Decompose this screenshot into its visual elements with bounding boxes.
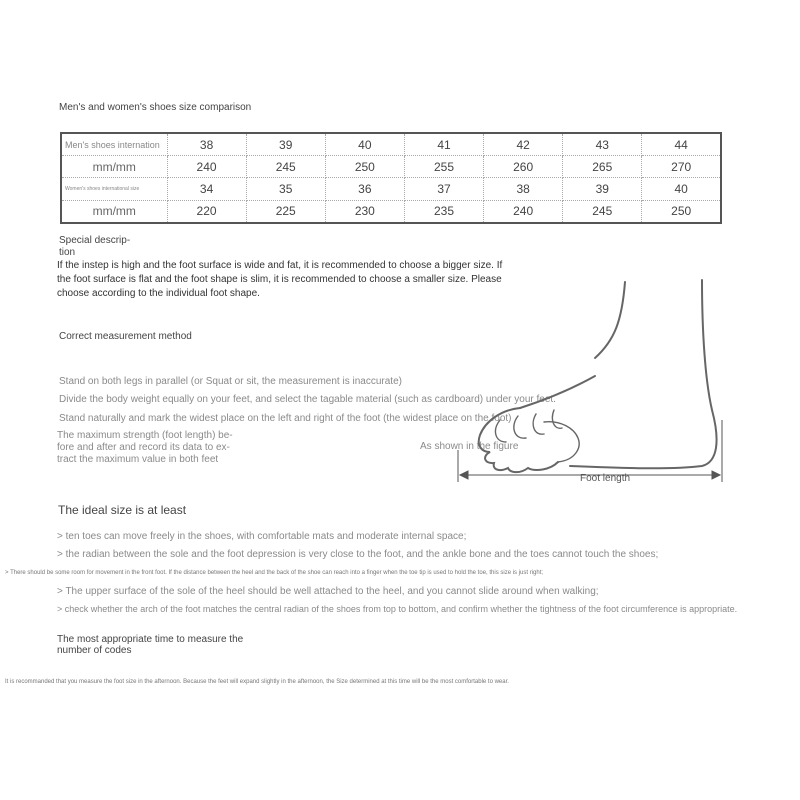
arrow-left-icon <box>460 471 468 479</box>
table-row <box>61 156 721 178</box>
measurement-step: Stand on both legs in parallel (or Squat or sit, the measurement is inaccurate) <box>59 376 402 387</box>
table-cell: 250 <box>642 200 721 223</box>
table-cell: 230 <box>325 200 404 223</box>
table-cell: 235 <box>404 200 483 223</box>
ideal-size-item: > The upper surface of the sole of the heel should be well attached to the heel, and you cannot slide around when walking; <box>57 586 599 597</box>
size-chart-title: Men's and women's shoes size comparison <box>59 102 252 113</box>
table-cell: 240 <box>484 200 563 223</box>
table-cell: 35 <box>246 178 325 200</box>
figure-caption: As shown in the figure <box>420 441 519 452</box>
foot-illustration <box>440 270 730 495</box>
table-cell: 240 <box>167 156 246 178</box>
special-description-text: If the instep is high and the foot surface is wide and fat, it is recommended to choose a bigger size. If the foot surface is flat and the foot shape is slim, it is recommended to choose a smaller size. Please choose according to the individual foot shape. <box>57 260 503 299</box>
instep-line <box>520 376 595 408</box>
table-cell: 40 <box>325 133 404 156</box>
table-cell: 220 <box>167 200 246 223</box>
row-label: Women's shoes international size <box>61 178 167 200</box>
table-cell: 39 <box>246 133 325 156</box>
table-cell: 225 <box>246 200 325 223</box>
table-cell: 39 <box>563 178 642 200</box>
table-cell: 255 <box>404 156 483 178</box>
table-cell: 38 <box>167 133 246 156</box>
measurement-heading: Correct measurement method <box>59 331 192 342</box>
table-cell: 260 <box>484 156 563 178</box>
size-comparison-table <box>60 132 722 224</box>
arrow-right-icon <box>712 471 720 479</box>
ideal-size-item: > the radian between the sole and the foot depression is very close to the foot, and the ankle bone and the toes cannot touch the shoes; <box>57 549 659 560</box>
table-cell: 245 <box>563 200 642 223</box>
measurement-step: Divide the body weight equally on your feet, and select the tagable material (such as cardboard) under your feet. <box>59 394 556 405</box>
measurement-step: Stand naturally and mark the widest place on the left and right of the foot (the widest place on the foot) <box>59 413 512 424</box>
foot-length-label: Foot length <box>580 473 631 484</box>
table-row <box>61 133 721 156</box>
special-description-heading: Special descrip- tion <box>59 235 131 258</box>
table-cell: 245 <box>246 156 325 178</box>
table-cell: 43 <box>563 133 642 156</box>
ideal-size-item: > check whether the arch of the foot matches the central radian of the shoes from top to bottom, and confirm whether the tightness of the foot circumference is appropriate. <box>57 604 738 614</box>
ideal-size-item: > ten toes can move freely in the shoes, with comfortable mats and moderate internal space; <box>57 531 467 542</box>
table-cell: 265 <box>563 156 642 178</box>
table-cell: 250 <box>325 156 404 178</box>
toes-line <box>479 408 558 472</box>
measurement-step-multiline: The maximum strength (foot length) be- fore and after and record its data to ex- tract the maximum value in both feet <box>57 430 233 465</box>
table-cell: 44 <box>642 133 721 156</box>
row-label: mm/mm <box>61 200 167 223</box>
row-label: Men's shoes internation <box>61 133 167 156</box>
ideal-size-heading: The ideal size is at least <box>58 503 187 517</box>
table-cell: 37 <box>404 178 483 200</box>
table-row <box>61 178 721 200</box>
timing-heading: The most appropriate time to measure the number of codes <box>57 634 244 656</box>
table-cell: 270 <box>642 156 721 178</box>
timing-text: It is recommanded that you measure the foot size in the afternoon. Because the feet will expand slightly in the afternoon, the Size determined at this time will be the most comfortable to wear. <box>5 679 509 685</box>
ideal-size-item: > There should be some room for movement in the front foot. If the distance between the heel and the back of the shoe can reach into a finger when the toe tip is used to hold the toe, this size is just right; <box>5 570 544 576</box>
shin-front-line <box>595 282 625 358</box>
table-cell: 36 <box>325 178 404 200</box>
table-row <box>61 200 721 223</box>
table-cell: 42 <box>484 133 563 156</box>
row-label: mm/mm <box>61 156 167 178</box>
table-cell: 38 <box>484 178 563 200</box>
table-cell: 34 <box>167 178 246 200</box>
table-cell: 41 <box>404 133 483 156</box>
table-cell: 40 <box>642 178 721 200</box>
toe-details <box>495 410 562 442</box>
heel-back-line <box>570 280 717 468</box>
